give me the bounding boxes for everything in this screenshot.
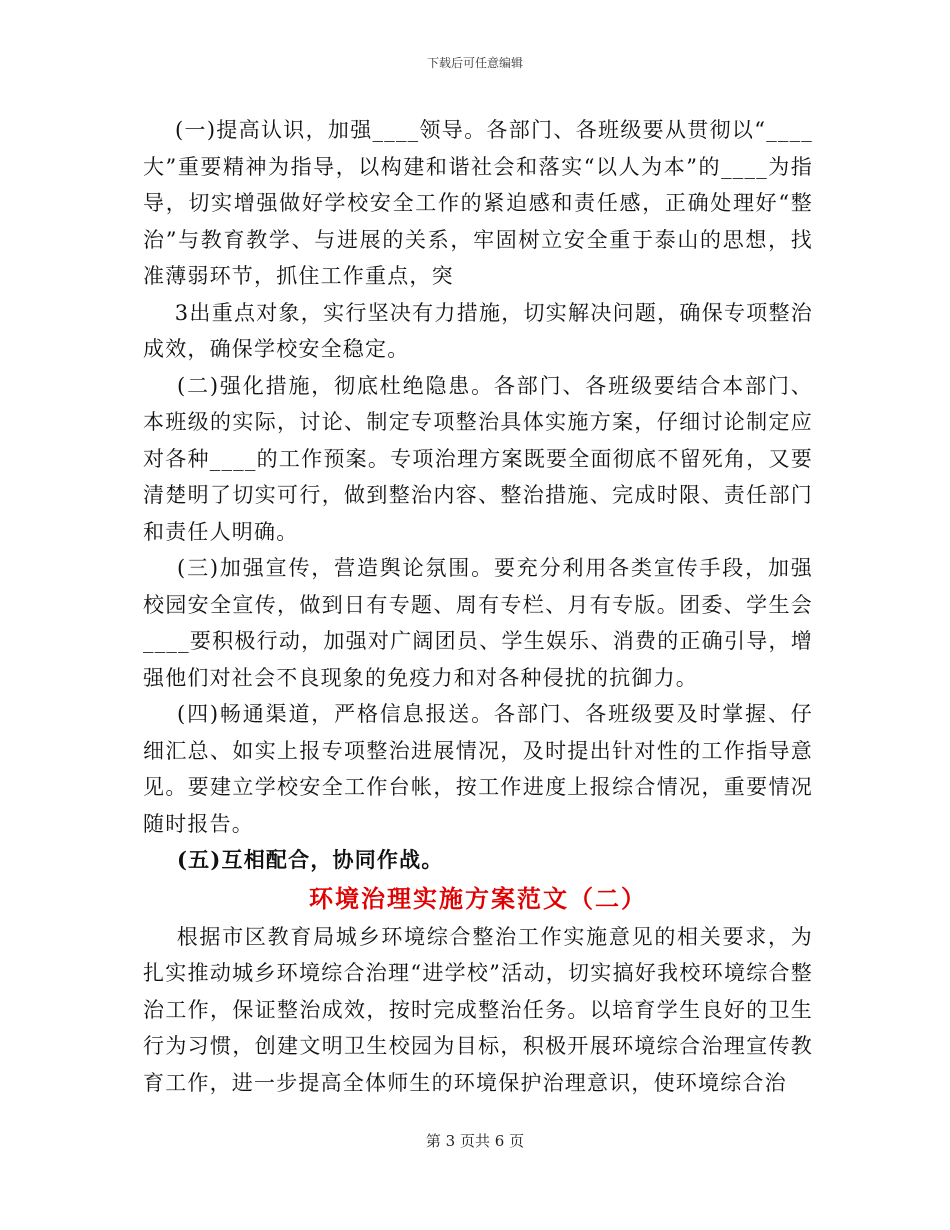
paragraph-2: 3出重点对象，实行坚决有力措施，切实解决问题，确保专项整治成效，确保学校安全稳定。 bbox=[143, 300, 813, 361]
section-heading: 环境治理实施方案范文（二） bbox=[309, 883, 647, 913]
page-number-footer: 第 3 页共 6 页 bbox=[425, 1132, 525, 1150]
paragraph-1: (一)提高认识，加强____领导。各部门、各班级要从贯彻以“____大”重要精神为指导，以构建和谐社会和落实“以人为本”的____为指导，切实增强做好学校安全工作的紧迫感和责任感，正确处理好“整治”与教育教学、与进展的关系，牢固树立安全重于泰山的思想，找准薄弱环节，抓住工作重点，突 bbox=[143, 118, 813, 288]
section-paragraph: 根据市区教育局城乡环境综合整治工作实施意见的相关要求，为扎实推动城乡环境综合治理“进学校”活动，切实搞好我校环境综合整治工作，保证整治成效，按时完成整治任务。以培育学生良好的卫生行为习惯，创建文明卫生校园为目标，积极开展环境综合治理宣传教育工作，进一步提高全体师生的环境保护治理意识，使环境综合治 bbox=[143, 924, 813, 1095]
document-body bbox=[143, 112, 813, 1101]
paragraph-5: (四)畅通渠道，严格信息报送。各部门、各班级要及时掌握、仔细汇总、如实上报专项整治进展情况，及时提出针对性的工作指导意见。要建立学校安全工作台帐，按工作进度上报综合情况，重要情况随时报告。 bbox=[143, 702, 813, 836]
paragraph-4: (三)加强宣传，营造舆论氛围。要充分利用各类宣传手段，加强校园安全宣传，做到日有专题、周有专栏、月有专版。团委、学生会____要积极行动，加强对广阔团员、学生娱乐、消费的正确引导，增强他们对社会不良现象的免疫力和对各种侵扰的抗御力。 bbox=[143, 556, 813, 690]
paragraph-6: (五)互相配合，协同作战。 bbox=[143, 847, 444, 872]
paragraph-3: (二)强化措施，彻底杜绝隐患。各部门、各班级要结合本部门、本班级的实际，讨论、制定专项整治具体实施方案，仔细讨论制定应对各种____的工作预案。专项治理方案既要全面彻底不留死角，又要清楚明了切实可行，做到整治内容、整治措施、完成时限、责任部门和责任人明确。 bbox=[143, 373, 813, 544]
page-header-note: 下载后可任意编辑 bbox=[426, 56, 523, 70]
